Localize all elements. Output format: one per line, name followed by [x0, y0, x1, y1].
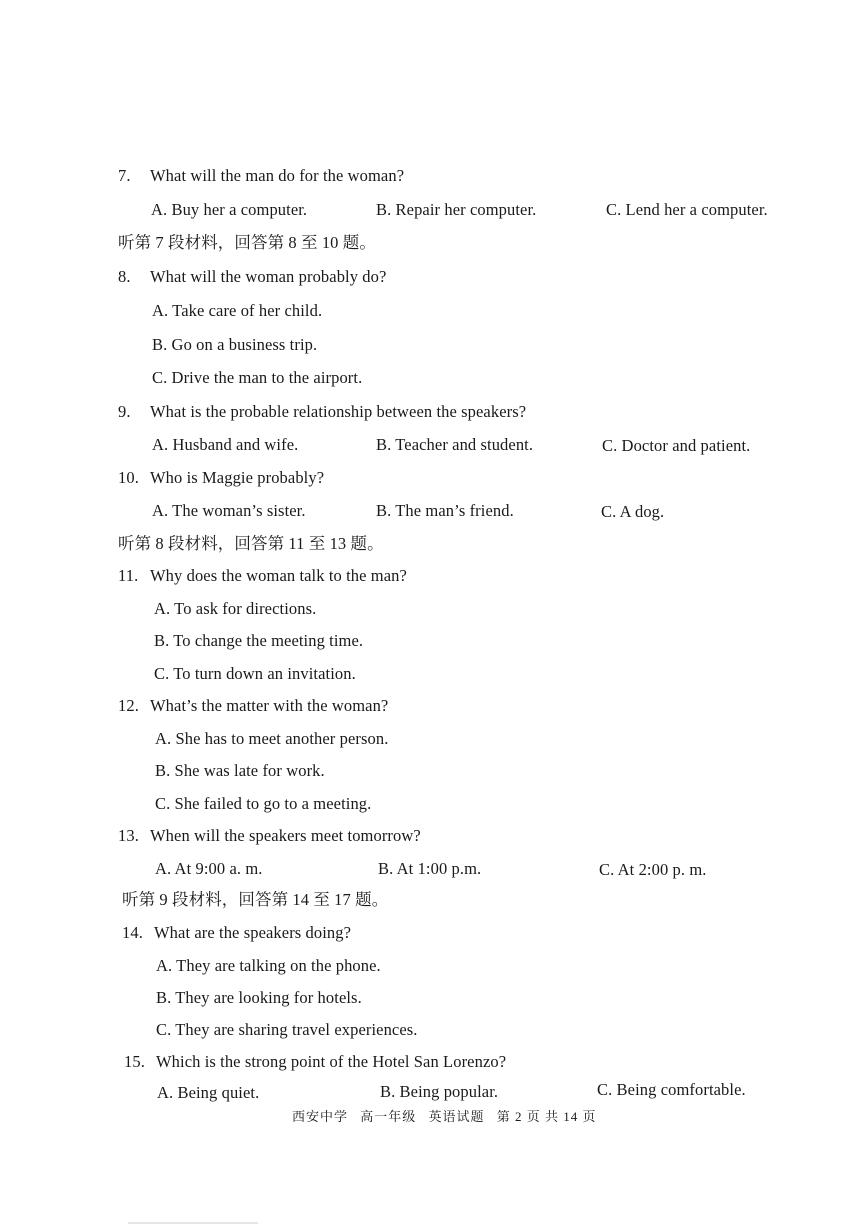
- footer-school: 西安中学: [292, 1109, 349, 1124]
- question-number: 15.: [124, 1052, 145, 1071]
- question-7: [118, 166, 404, 186]
- question-number: 7.: [118, 166, 131, 185]
- option-c: C. Drive the man to the airport.: [152, 368, 363, 387]
- question-14: [122, 923, 351, 943]
- question-12: [118, 696, 388, 716]
- option-c: C. A dog.: [601, 502, 665, 521]
- section-instruction: 听第 9 段材料，回答第 14 至 17 题。: [122, 890, 389, 909]
- question-9: [118, 402, 526, 422]
- footer-page-number: 第 2 页 共 14 页: [496, 1109, 597, 1124]
- option-a: A. She has to meet another person.: [155, 729, 389, 748]
- question-number: 11.: [118, 566, 139, 585]
- section-instruction: 听第 8 段材料，回答第 11 至 13 题。: [118, 534, 384, 553]
- option-a: A. Husband and wife.: [152, 435, 299, 454]
- option-b: B. She was late for work.: [155, 761, 325, 780]
- option-c: C. They are sharing travel experiences.: [156, 1020, 418, 1039]
- question-10: [118, 468, 324, 488]
- question-text: What is the probable relationship between the speakers?: [150, 402, 527, 421]
- question-text: Which is the strong point of the Hotel San Lorenzo?: [156, 1052, 507, 1071]
- question-number: 14.: [122, 923, 143, 942]
- option-b: B. At 1:00 p.m.: [378, 859, 482, 878]
- option-a: A. Take care of her child.: [152, 301, 323, 320]
- question-13: [118, 826, 421, 846]
- footer-subject: 英语试题: [428, 1109, 485, 1124]
- option-b: B. Go on a business trip.: [152, 335, 318, 354]
- question-11: [118, 566, 407, 586]
- option-a: A. Buy her a computer.: [151, 200, 308, 219]
- option-c: C. Being comfortable.: [597, 1080, 746, 1099]
- question-number: 10.: [118, 468, 139, 487]
- section-instruction: 听第 7 段材料，回答第 8 至 10 题。: [118, 233, 376, 252]
- option-a: A. At 9:00 a. m.: [155, 859, 263, 878]
- question-15: [124, 1052, 506, 1072]
- question-number: 12.: [118, 696, 139, 715]
- option-b: B. Teacher and student.: [376, 435, 534, 454]
- question-number: 9.: [118, 402, 131, 421]
- option-b: B. Being popular.: [380, 1082, 499, 1101]
- question-text: What are the speakers doing?: [154, 923, 352, 942]
- option-b: B. The man’s friend.: [376, 501, 514, 520]
- question-number: 8.: [118, 267, 131, 286]
- option-b: B. To change the meeting time.: [154, 631, 364, 650]
- scan-edge-mark: [128, 1222, 258, 1224]
- page-footer: [292, 1106, 605, 1125]
- option-c: C. To turn down an invitation.: [154, 664, 356, 683]
- option-b: B. They are looking for hotels.: [156, 988, 362, 1007]
- footer-grade: 高一年级: [360, 1109, 417, 1124]
- question-text: What will the man do for the woman?: [150, 166, 405, 185]
- option-c: C. Doctor and patient.: [602, 436, 751, 455]
- question-text: What will the woman probably do?: [150, 267, 387, 286]
- option-b: B. Repair her computer.: [376, 200, 537, 219]
- question-text: What’s the matter with the woman?: [150, 696, 389, 715]
- question-number: 13.: [118, 826, 139, 845]
- question-text: Why does the woman talk to the man?: [150, 566, 407, 585]
- question-8: [118, 267, 386, 287]
- question-text: Who is Maggie probably?: [150, 468, 325, 487]
- option-a: A. To ask for directions.: [154, 599, 317, 618]
- option-c: C. At 2:00 p. m.: [599, 860, 707, 879]
- option-a: A. The woman’s sister.: [152, 501, 306, 520]
- option-a: A. They are talking on the phone.: [156, 956, 381, 975]
- question-text: When will the speakers meet tomorrow?: [150, 826, 421, 845]
- option-c: C. She failed to go to a meeting.: [155, 794, 372, 813]
- option-c: C. Lend her a computer.: [606, 200, 768, 219]
- option-a: A. Being quiet.: [157, 1083, 260, 1102]
